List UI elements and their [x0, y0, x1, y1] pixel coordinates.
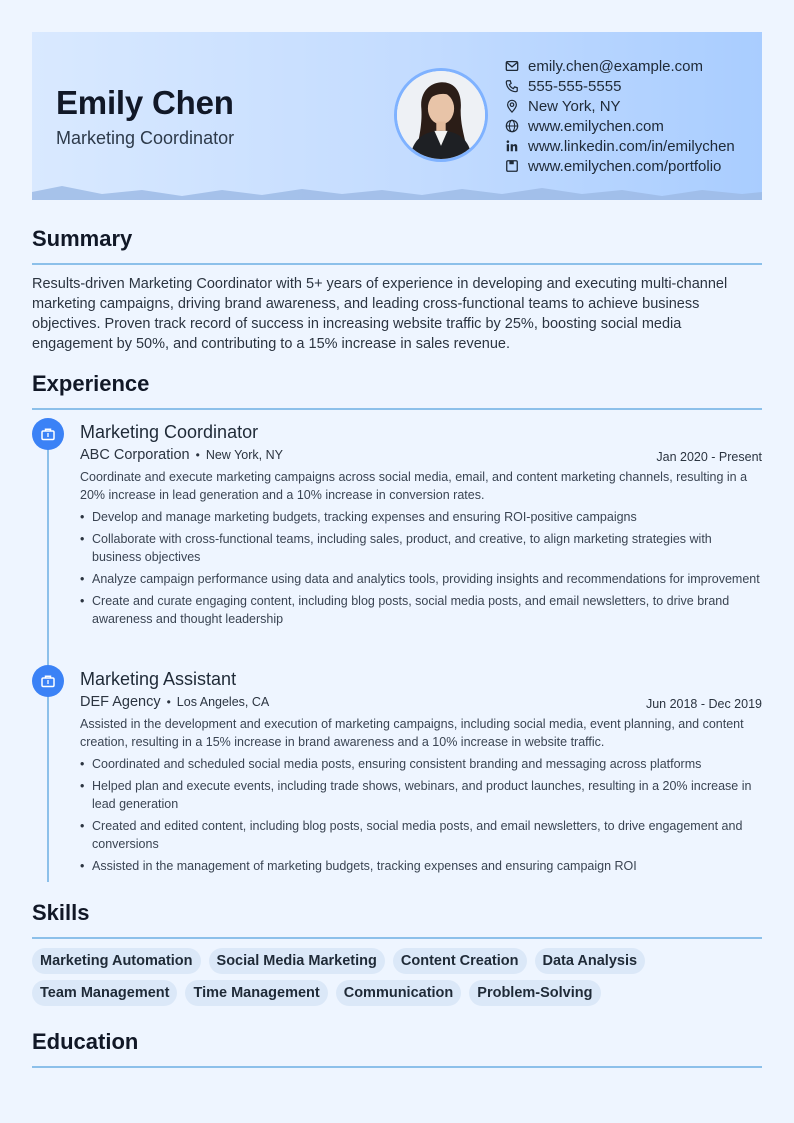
job-dates: Jun 2018 - Dec 2019: [645, 697, 762, 711]
experience-heading: Experience: [32, 371, 150, 396]
contact-website-text: www.emilychen.com: [528, 117, 664, 135]
list-item: • Collaborate with cross-functional teams, including sales, product, and creative, to align marketing strategies with business objectives: [80, 530, 762, 566]
list-item: • Analyze campaign performance using data and analytics tools, providing insights and recommendations for improvement: [80, 570, 762, 588]
job-bullets: [80, 508, 762, 628]
skill-chip: Data Analysis: [535, 948, 646, 974]
contact-website[interactable]: [504, 116, 735, 136]
list-item: • Create and curate engaging content, including blog posts, social media posts, and email newsletters, to drive brand awareness and thought leadership: [80, 592, 762, 628]
skills-divider: [32, 937, 762, 939]
job-meta: [80, 446, 762, 468]
skills-section: [32, 900, 762, 926]
education-heading: Education: [32, 1029, 139, 1054]
summary-text: Results-driven Marketing Coordinator with 5+ years of experience in developing and executing multi-channel marketing campaigns, driving brand awareness, and leading cross-functional teams to achieve business objectives. Proven track record of success in increasing website traffic by 25%, boosting social media engagement by 50%, and contributing to a 15% increase in sales revenue.: [32, 276, 728, 352]
job-bullets: [80, 755, 762, 875]
globe-icon: [504, 118, 520, 134]
contact-location-text: New York, NY: [528, 97, 621, 115]
briefcase-icon: [32, 665, 64, 697]
skill-chip: Content Creation: [393, 948, 527, 974]
contact-phone[interactable]: [504, 76, 735, 96]
skill-chip: Marketing Automation: [32, 948, 201, 974]
contact-email[interactable]: [504, 56, 735, 76]
skill-row: [32, 980, 762, 1006]
contact-portfolio[interactable]: [504, 156, 735, 176]
job-entry: [80, 667, 762, 879]
experience-section: [32, 371, 762, 397]
contact-phone-text: 555-555-5555: [528, 77, 622, 95]
experience-divider: [32, 408, 762, 410]
summary-divider: [32, 263, 762, 265]
list-item: • Develop and manage marketing budgets, tracking expenses and ensuring ROI-positive campaigns: [80, 508, 762, 526]
job-title: Marketing Coordinator: [80, 422, 259, 442]
contact-portfolio-text: www.emilychen.com/portfolio: [528, 157, 722, 175]
skill-chip: Social Media Marketing: [209, 948, 385, 974]
decorative-waves: [32, 184, 762, 200]
portfolio-icon: [504, 158, 520, 174]
job-title: Marketing Assistant: [80, 669, 237, 689]
job-meta: [80, 693, 762, 715]
job-company: ABC Corporation: [80, 447, 190, 463]
job-company: DEF Agency: [80, 694, 161, 710]
job-description: Assisted in the development and execution of marketing campaigns, including social media, event planning, and content creation, resulting in a 15% increase in brand awareness and a 10% increase in website traffic.: [80, 717, 744, 749]
meta-separator: •: [195, 448, 200, 462]
phone-icon: [504, 78, 520, 94]
meta-separator: •: [166, 695, 171, 709]
job-location: Los Angeles, CA: [176, 695, 270, 709]
education-divider: [32, 1066, 762, 1068]
list-item: • Coordinated and scheduled social media posts, ensuring consistent branding and messaging across platforms: [80, 755, 762, 773]
skills-heading: Skills: [32, 900, 90, 925]
education-section: [32, 1029, 762, 1055]
skills-list: [32, 948, 762, 1012]
skill-chip: Communication: [336, 980, 462, 1006]
resume-header: [32, 32, 762, 200]
list-item: • Created and edited content, including blog posts, social media posts, and email newsletters, to drive engagement and conversions: [80, 817, 762, 853]
candidate-title: Marketing Coordinator: [56, 128, 235, 148]
location-pin-icon: [504, 98, 520, 114]
mail-icon: [504, 58, 520, 74]
skill-row: [32, 948, 762, 974]
list-item: • Assisted in the management of marketing budgets, tracking expenses and ensuring campaign ROI: [80, 857, 762, 875]
profile-photo-icon: [397, 71, 485, 159]
timeline-line: [47, 434, 49, 882]
contact-linkedin[interactable]: [504, 136, 735, 156]
skill-chip: Time Management: [185, 980, 327, 1006]
summary-heading: Summary: [32, 226, 133, 251]
job-description: Coordinate and execute marketing campaigns across social media, email, and content marketing channels, resulting in a 20% increase in lead generation and a 10% increase in conversion rates.: [80, 470, 748, 502]
list-item: • Helped plan and execute events, including trade shows, webinars, and product launches, resulting in a 20% increase in lead generation: [80, 777, 762, 813]
contact-email-text: emily.chen@example.com: [528, 57, 704, 75]
linkedin-icon: [504, 138, 520, 154]
candidate-name: Emily Chen: [56, 84, 234, 121]
job-location: New York, NY: [205, 448, 283, 462]
contact-linkedin-text: www.linkedin.com/in/emilychen: [528, 137, 735, 155]
contact-list: [504, 56, 735, 176]
summary-section: [32, 226, 762, 252]
skill-chip: Problem-Solving: [469, 980, 600, 1006]
briefcase-icon: [32, 418, 64, 450]
contact-location: [504, 96, 735, 116]
avatar: [394, 68, 488, 162]
job-entry: [80, 420, 762, 632]
job-dates: Jan 2020 - Present: [656, 450, 762, 464]
skill-chip: Team Management: [32, 980, 177, 1006]
